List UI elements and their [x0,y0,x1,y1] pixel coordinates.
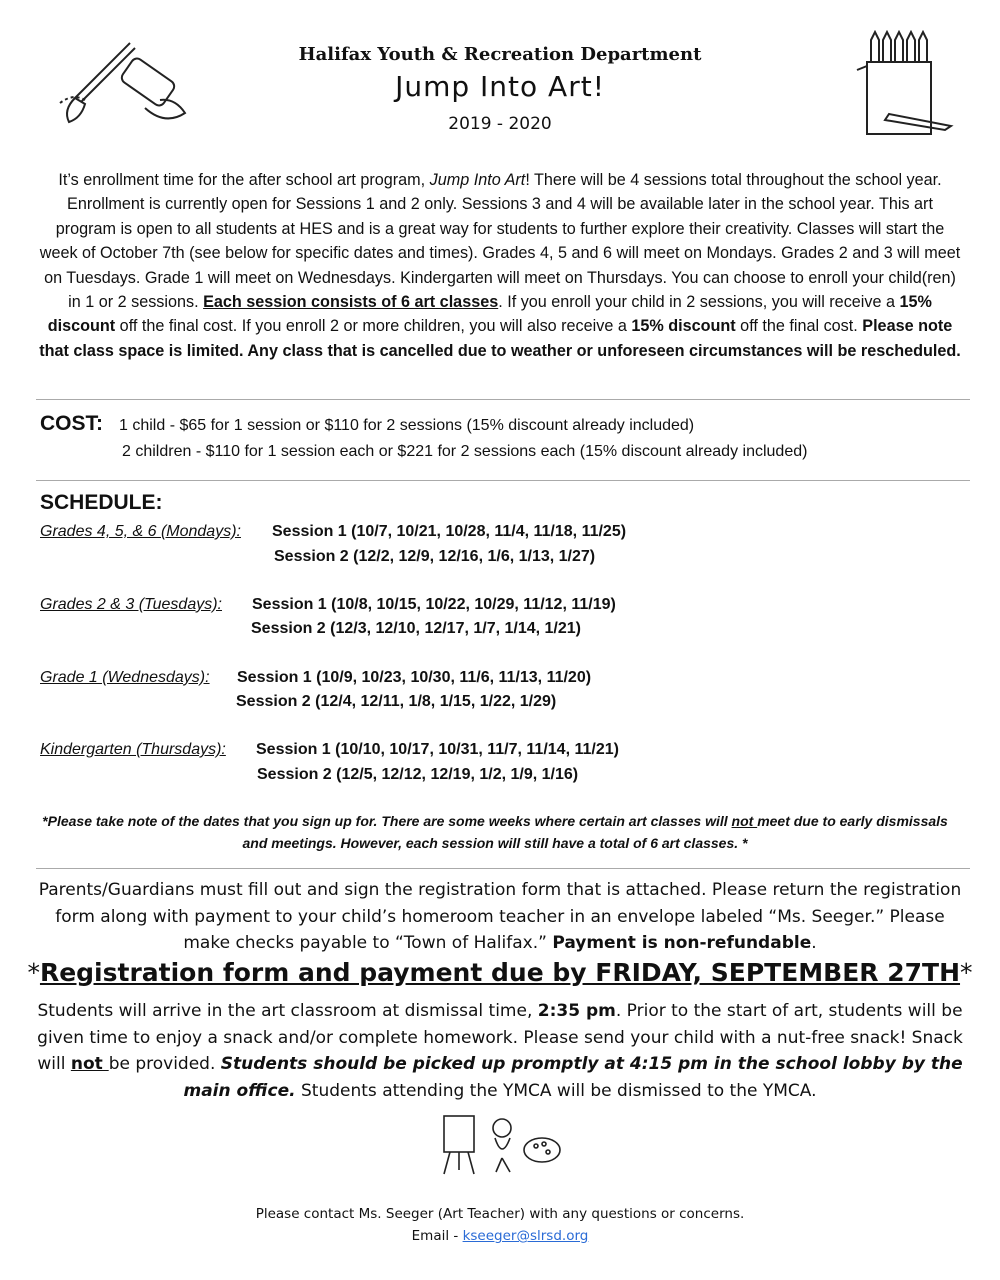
session-1-dates: Session 1 (10/8, 10/15, 10/22, 10/29, 11/12, 11/19) [252,596,616,613]
due-date-heading: *Registration form and payment due by FRIDAY, SEPTEMBER 27TH* [27,958,973,987]
contact-info [0,1203,1000,1247]
session-1-dates: Session 1 (10/10, 10/17, 10/31, 11/7, 11/14, 11/21) [256,741,619,758]
session-2-dates: Session 2 (12/2, 12/9, 12/16, 1/6, 1/13, 1/27) [274,548,596,565]
session-2-dates: Session 2 (12/4, 12/11, 1/8, 1/15, 1/22, 1/29) [236,693,557,710]
school-year: 2019 - 2020 [448,114,552,134]
divider [36,399,970,400]
grade-label: Grade 1 (Wednesdays): [40,669,210,686]
grade-label: Grades 4, 5, & 6 (Mondays): [40,523,241,540]
intro-paragraph: It’s enrollment time for the after school art program, Jump Into Art! There will be 4 sessions total throughout the school year. Enrollment is currently open for Sessions 1 and 2 only. Sessions 3 and 4 will be available later in the school year. This art program is open to all students at HES and is a great way for students to further explore their creativity. Classes will start the week of October 7th (see below for specific dates and times). Grades 4, 5 and 6 will meet on Mondays. Grades 2 and 3 will meet on Tuesdays. Grade 1 will meet on Wednesdays. Kindergarten will meet on Thursdays. You can choose to enroll your child(ren) in 1 or 2 sessions. Each session consists of 6 art classes. If you enroll your child in 2 sessions, you will receive a 15% discount off the final cost. If you enroll 2 or more children, you will also receive a 15% discount off the final cost. Please note that class space is limited. Any class that is cancelled due to weather or unforeseen circumstances will be rescheduled. [39,171,961,360]
artist-easel-icon [440,1112,565,1177]
divider [36,480,970,481]
pickup-paragraph: Students will arrive in the art classroom at dismissal time, 2:35 pm. Prior to the start of art, students will be given time to enjoy a snack and/or complete homework. Please send your child with a nut-free snack! Snack will not be provided. Students should be picked up promptly at 4:15 pm in the school lobby by the main office. Students attending the YMCA will be dismissed to the YMCA. [37,1001,963,1101]
cost-line-2: 2 children - $110 for 1 session each or $221 for 2 sessions each (15% discount already included) [122,443,808,460]
org-name: Halifax Youth & Recreation Department [298,44,702,65]
registration-paragraph: Parents/Guardians must fill out and sign the registration form that is attached. Please return the registration form along with payment to your child’s homeroom teacher in an envelope labeled “Ms. Seeger.” Please make checks payable to “Town of Halifax.” Payment is non-refundable. [38,880,962,953]
session-1-dates: Session 1 (10/7, 10/21, 10/28, 11/4, 11/18, 11/25) [272,523,627,540]
session-2-dates: Session 2 (12/3, 12/10, 12/17, 1/7, 1/14, 1/21) [251,620,581,637]
contact-line: Please contact Ms. Seeger (Art Teacher) with any questions or concerns. [255,1206,745,1222]
cost-label: COST: [40,412,103,435]
email-link[interactable]: kseeger@slrsd.org [462,1228,589,1244]
page-title: Jump Into Art! [395,70,605,103]
cost-line-1: 1 child - $65 for 1 session or $110 for 2 sessions (15% discount already included) [119,417,695,434]
schedule-note: *Please take note of the dates that you sign up for. There are some weeks where certain art classes will not meet due to early dismissals and meetings. However, each session will still have a total of 6 art classes. * [42,813,948,851]
email-line: Email - kseeger@slrsd.org [411,1228,589,1244]
grade-label: Kindergarten (Thursdays): [40,741,226,758]
divider [36,868,970,869]
session-2-dates: Session 2 (12/5, 12/12, 12/19, 1/2, 1/9, 1/16) [257,766,579,783]
schedule-title: SCHEDULE: [40,491,163,514]
session-1-dates: Session 1 (10/9, 10/23, 10/30, 11/6, 11/13, 11/20) [237,669,592,686]
grade-label: Grades 2 & 3 (Tuesdays): [40,596,222,613]
